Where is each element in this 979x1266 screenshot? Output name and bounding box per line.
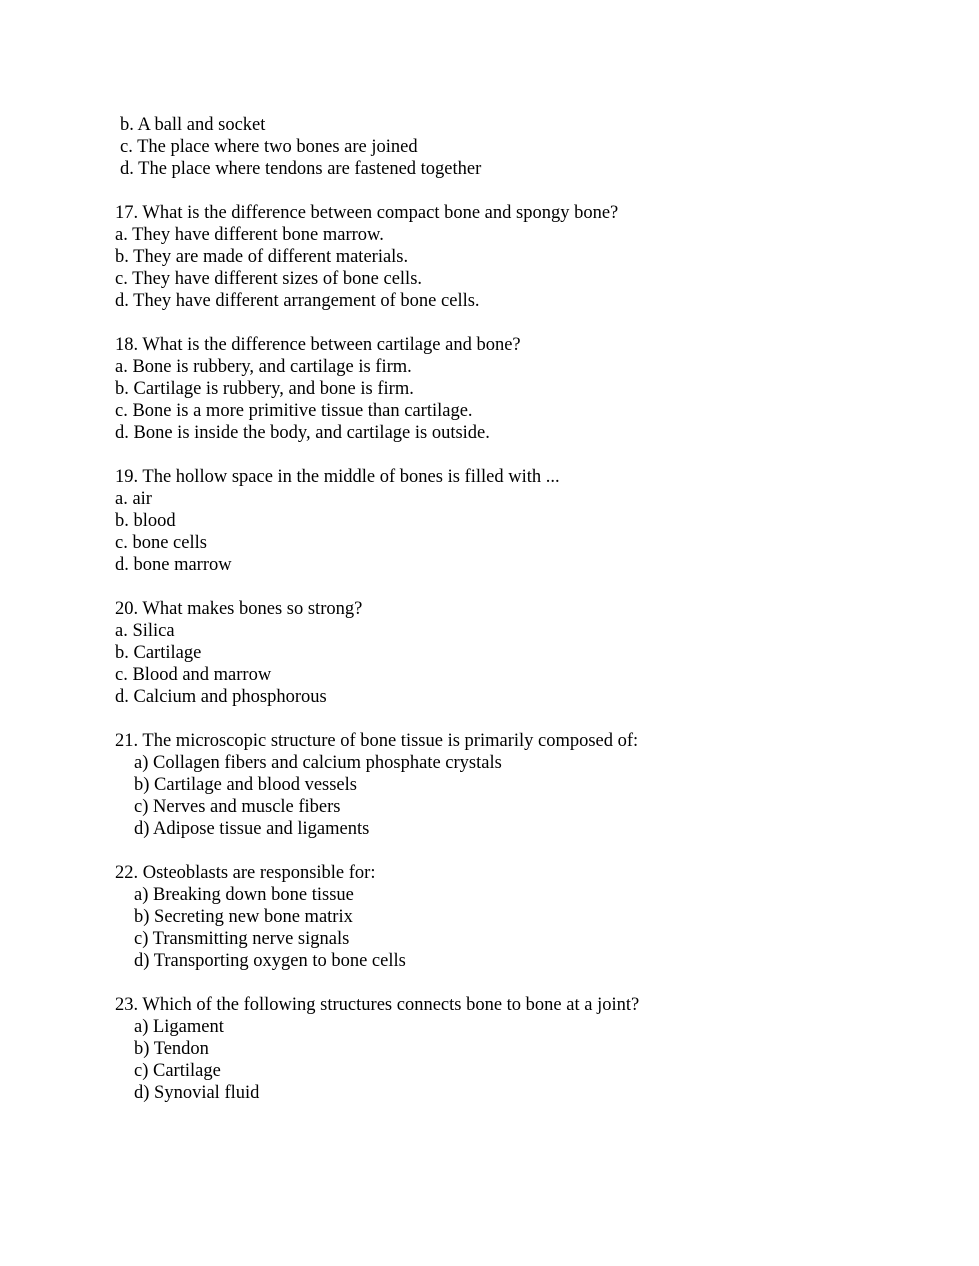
question-22 — [115, 862, 935, 972]
answer-option: d) Synovial fluid — [134, 1083, 260, 1103]
answer-option: d. Calcium and phosphorous — [115, 687, 327, 707]
answer-option: c) Transmitting nerve signals — [134, 929, 350, 949]
answer-option: c. bone cells — [115, 533, 207, 553]
answer-option: b. Cartilage is rubbery, and bone is firm. — [115, 379, 414, 399]
answer-option: c. Bone is a more primitive tissue than cartilage. — [115, 401, 473, 421]
question-23 — [115, 994, 935, 1104]
answer-option: a. They have different bone marrow. — [115, 225, 384, 245]
answer-option: a. Silica — [115, 621, 175, 641]
document-page — [115, 114, 935, 1104]
answer-option: d) Adipose tissue and ligaments — [134, 819, 370, 839]
answer-option: c. They have different sizes of bone cells. — [115, 269, 423, 289]
answer-option: d. The place where tendons are fastened together — [120, 159, 482, 179]
answer-option: a) Ligament — [134, 1017, 224, 1037]
answer-option: b) Tendon — [134, 1039, 209, 1059]
answer-option: c. The place where two bones are joined — [120, 137, 418, 157]
answer-option: c) Nerves and muscle fibers — [134, 797, 341, 817]
question-text: 17. What is the difference between compact bone and spongy bone? — [115, 203, 619, 223]
answer-option: a. Bone is rubbery, and cartilage is firm. — [115, 357, 412, 377]
answer-option: b) Secreting new bone matrix — [134, 907, 353, 927]
question-text: 23. Which of the following structures connects bone to bone at a joint? — [115, 995, 640, 1015]
answer-option: d. bone marrow — [115, 555, 232, 575]
question-text: 18. What is the difference between cartilage and bone? — [115, 335, 521, 355]
question-text: 21. The microscopic structure of bone tissue is primarily composed of: — [115, 731, 639, 751]
answer-option: d. They have different arrangement of bone cells. — [115, 291, 480, 311]
answer-option: c) Cartilage — [134, 1061, 221, 1081]
question-17 — [115, 202, 935, 312]
answer-option: a) Breaking down bone tissue — [134, 885, 354, 905]
question-19 — [115, 466, 935, 576]
continued-question-options — [115, 114, 935, 180]
answer-option: b. They are made of different materials. — [115, 247, 409, 267]
question-18 — [115, 334, 935, 444]
answer-option: a) Collagen fibers and calcium phosphate crystals — [134, 753, 502, 773]
answer-option: b. blood — [115, 511, 176, 531]
answer-option: b. A ball and socket — [120, 115, 266, 135]
answer-option: b) Cartilage and blood vessels — [134, 775, 357, 795]
answer-option: d. Bone is inside the body, and cartilage is outside. — [115, 423, 490, 443]
question-text: 20. What makes bones so strong? — [115, 599, 363, 619]
answer-option: a. air — [115, 489, 152, 509]
question-text: 19. The hollow space in the middle of bones is filled with ... — [115, 467, 560, 487]
question-text: 22. Osteoblasts are responsible for: — [115, 863, 376, 883]
answer-option: c. Blood and marrow — [115, 665, 272, 685]
answer-option: b. Cartilage — [115, 643, 202, 663]
question-20 — [115, 598, 935, 708]
answer-option: d) Transporting oxygen to bone cells — [134, 951, 406, 971]
question-21 — [115, 730, 935, 840]
